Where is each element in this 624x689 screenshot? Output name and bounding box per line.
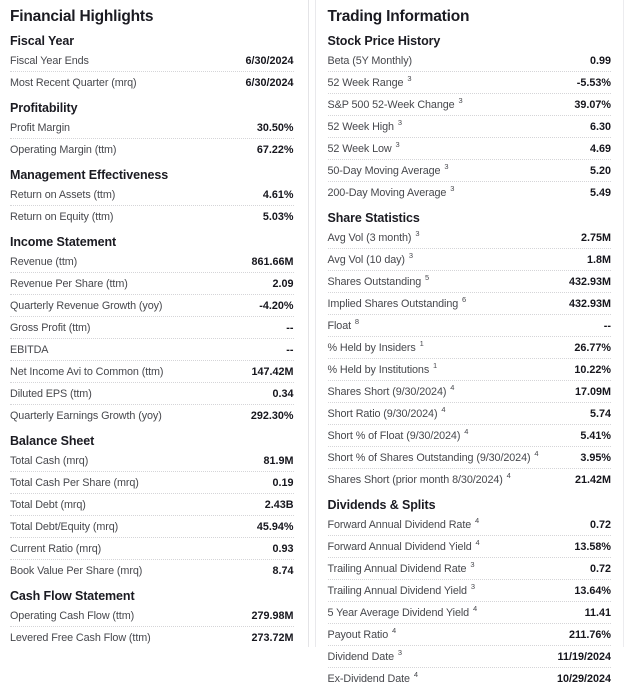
footnote-superscript: 3 (470, 559, 475, 569)
stat-value: 21.42M (574, 473, 611, 486)
stat-row-net-income-avi-to-common-ttm (10, 360, 294, 382)
stat-row-dividend-date (328, 645, 612, 667)
stat-value: 2.43B (264, 498, 294, 511)
stat-label: Total Debt/Equity (mrq) (10, 520, 119, 533)
stat-value: 0.72 (589, 518, 611, 531)
stat-label: Diluted EPS (ttm) (10, 387, 92, 400)
stat-value: 26.77% (574, 341, 611, 354)
stat-row-fiscal-year-ends (10, 50, 294, 71)
stat-row-operating-margin-ttm (10, 138, 294, 160)
trading-information-sections (328, 34, 612, 689)
stat-value: -- (286, 343, 294, 356)
stat-label: % Held by Institutions $^1$ (327, 360, 438, 376)
footnote-superscript: 3 (450, 183, 455, 193)
stat-row-gross-profit-ttm (10, 316, 294, 338)
stat-row-current-ratio-mrq (10, 537, 294, 559)
footnote-superscript: 3 (397, 117, 402, 127)
stat-label: Quarterly Revenue Growth (yoy) (10, 299, 163, 312)
stat-row-forward-annual-dividend-rate (328, 514, 612, 535)
stat-row-5-year-average-dividend-yield (328, 601, 612, 623)
footnote-superscript: 3 (407, 73, 412, 83)
stat-row-ex-dividend-date (328, 667, 612, 689)
stat-value: 0.99 (589, 54, 611, 67)
stat-row-short-ratio-9-30-2024 (328, 402, 612, 424)
financial-highlights-column (0, 0, 309, 647)
footnote-superscript: 1 (419, 338, 424, 348)
stat-label: Ex-Dividend Date $^4$ (327, 669, 418, 685)
stat-row-shares-outstanding (328, 270, 612, 292)
footnote-superscript: 1 (433, 360, 438, 370)
section-stock-price-history (328, 34, 612, 203)
stat-value: 67.22% (256, 143, 294, 156)
stat-value: 0.93 (272, 542, 294, 555)
stat-value: 10.22% (574, 363, 611, 376)
stat-row-short-of-shares-outstanding-9-30-2024 (328, 446, 612, 468)
stat-label: Short Ratio (9/30/2024) $^4$ (327, 404, 446, 420)
stat-row-52-week-high (328, 115, 612, 137)
stat-value: 432.93M (568, 275, 611, 288)
stat-label: Short % of Float (9/30/2024) $^4$ (327, 426, 469, 442)
stat-label: Avg Vol (10 day) $^3$ (327, 250, 413, 266)
stat-row-diluted-eps-ttm (10, 382, 294, 404)
stat-value: 1.8M (586, 253, 611, 266)
trading-information-column (315, 0, 624, 685)
financial-highlights-title: Financial Highlights (10, 8, 154, 25)
stat-row-operating-cash-flow-ttm (10, 605, 294, 626)
stat-row-held-by-insiders (328, 336, 612, 358)
stat-label: Net Income Avi to Common (ttm) (10, 365, 164, 378)
section-profitability (10, 101, 294, 160)
footnote-superscript: 4 (475, 515, 480, 525)
stat-value: 45.94% (256, 520, 294, 533)
footnote-superscript: 4 (413, 669, 418, 679)
footnote-superscript: 5 (425, 272, 430, 282)
stat-row-shares-short-prior-month-8-30-2024 (328, 468, 612, 490)
stat-row-float (328, 314, 612, 336)
footnote-superscript: 4 (475, 537, 480, 547)
footnote-superscript: 4 (464, 426, 469, 436)
stat-row-50-day-moving-average (328, 159, 612, 181)
stat-label: Operating Cash Flow (ttm) (10, 609, 135, 622)
stat-row-200-day-moving-average (328, 181, 612, 203)
stat-value: 432.93M (568, 297, 611, 310)
footnote-superscript: 3 (408, 250, 413, 260)
stat-row-forward-annual-dividend-yield (328, 535, 612, 557)
stat-value: 13.58% (574, 540, 611, 553)
section-cash-flow-statement (10, 589, 294, 648)
stat-label: Current Ratio (mrq) (10, 542, 102, 555)
stat-row-ebitda (10, 338, 294, 360)
section-income-statement (10, 235, 294, 426)
stat-label: Total Cash Per Share (mrq) (10, 476, 139, 489)
stat-value: 273.72M (251, 631, 294, 644)
section-title: Dividends & Splits (327, 498, 436, 512)
footnote-superscript: 4 (534, 448, 539, 458)
stat-row-shares-short-9-30-2024 (328, 380, 612, 402)
section-share-statistics (328, 211, 612, 490)
stat-value: 6.30 (589, 120, 611, 133)
stat-label: Forward Annual Dividend Yield $^4$ (327, 537, 480, 553)
stat-value: 279.98M (251, 609, 294, 622)
stat-label: 52 Week Low $^3$ (327, 139, 400, 155)
stat-value: 2.09 (272, 277, 294, 290)
stat-label: 200-Day Moving Average $^3$ (327, 183, 455, 199)
stat-value: 147.42M (251, 365, 294, 378)
stat-label: Profit Margin (10, 121, 70, 134)
stat-value: 8.74 (272, 564, 294, 577)
stat-label: Fiscal Year Ends (10, 54, 89, 67)
stat-label: 5 Year Average Dividend Yield $^4$ (327, 603, 478, 619)
stat-label: Float $^8$ (327, 316, 359, 332)
stat-row-most-recent-quarter-mrq (10, 71, 294, 93)
stat-value: 17.09M (574, 385, 611, 398)
stat-label: Beta (5Y Monthly) (327, 54, 413, 67)
stat-row-quarterly-revenue-growth-yoy (10, 294, 294, 316)
stat-value: 4.61% (262, 188, 294, 201)
section-title: Fiscal Year (10, 34, 75, 48)
stat-row-total-debt-equity-mrq (10, 515, 294, 537)
stat-row-total-debt-mrq (10, 493, 294, 515)
stat-label: Quarterly Earnings Growth (yoy) (10, 409, 162, 422)
section-title: Cash Flow Statement (10, 589, 135, 603)
stat-row-levered-free-cash-flow-ttm (10, 626, 294, 648)
stat-row-short-of-float-9-30-2024 (328, 424, 612, 446)
stat-value: 5.49 (589, 186, 611, 199)
stat-value: 11.41 (584, 606, 611, 619)
stat-label: Revenue (ttm) (10, 255, 78, 268)
section-title: Stock Price History (327, 34, 441, 48)
stat-label: Avg Vol (3 month) $^3$ (327, 228, 420, 244)
footnote-superscript: 4 (450, 382, 455, 392)
stat-value: 4.69 (589, 142, 611, 155)
stat-row-return-on-assets-ttm (10, 184, 294, 205)
stat-row-52-week-range (328, 71, 612, 93)
section-fiscal-year (10, 34, 294, 93)
stat-row-book-value-per-share-mrq (10, 559, 294, 581)
financial-highlights-sections (10, 34, 294, 648)
stat-label: Return on Assets (ttm) (10, 188, 116, 201)
footnote-superscript: 6 (462, 294, 467, 304)
stat-row-revenue-ttm (10, 251, 294, 272)
stat-value: 30.50% (256, 121, 294, 134)
section-management-effectiveness (10, 168, 294, 227)
stat-row-implied-shares-outstanding (328, 292, 612, 314)
stat-label: 50-Day Moving Average $^3$ (327, 161, 449, 177)
stat-value: 6/30/2024 (245, 76, 294, 89)
stat-value: 0.34 (272, 387, 294, 400)
stat-label: Shares Short (prior month 8/30/2024) $^4$ (327, 470, 511, 486)
stat-label: 52 Week Range $^3$ (327, 73, 412, 89)
stat-label: Return on Equity (ttm) (10, 210, 114, 223)
stat-label: Levered Free Cash Flow (ttm) (10, 631, 151, 644)
stat-label: Forward Annual Dividend Rate $^4$ (327, 515, 480, 531)
stat-row-held-by-institutions (328, 358, 612, 380)
stat-value: 10/29/2024 (556, 672, 611, 685)
stat-label: Book Value Per Share (mrq) (10, 564, 143, 577)
stat-label: Shares Short (9/30/2024) $^4$ (327, 382, 455, 398)
stat-label: EBITDA (10, 343, 49, 356)
stat-label: Operating Margin (ttm) (10, 143, 117, 156)
footnote-superscript: 4 (441, 404, 446, 414)
section-title: Income Statement (10, 235, 117, 249)
stat-label: Total Debt (mrq) (10, 498, 86, 511)
section-balance-sheet (10, 434, 294, 581)
stat-value: 5.20 (589, 164, 611, 177)
stat-value: 39.07% (574, 98, 611, 111)
footnote-superscript: 3 (397, 647, 402, 657)
stat-label: Trailing Annual Dividend Yield $^3$ (327, 581, 475, 597)
stat-row-revenue-per-share-ttm (10, 272, 294, 294)
stat-value: 0.72 (589, 562, 611, 575)
stat-label: Trailing Annual Dividend Rate $^3$ (327, 559, 475, 575)
stat-value: 5.41% (580, 429, 611, 442)
section-dividends-splits (328, 498, 612, 689)
stat-value: 292.30% (250, 409, 294, 422)
section-title: Balance Sheet (10, 434, 95, 448)
stat-row-avg-vol-10-day (328, 248, 612, 270)
stat-label: Payout Ratio $^4$ (327, 625, 397, 641)
stat-value: -4.20% (259, 299, 294, 312)
stat-value: 861.66M (251, 255, 294, 268)
stat-label: Dividend Date $^3$ (327, 647, 402, 663)
stat-value: -- (603, 319, 611, 332)
footnote-superscript: 3 (415, 228, 420, 238)
stat-value: 5.74 (589, 407, 611, 420)
stat-value: 2.75M (580, 231, 611, 244)
stat-label: Shares Outstanding $^5$ (327, 272, 430, 288)
stat-row-trailing-annual-dividend-yield (328, 579, 612, 601)
stat-row-profit-margin (10, 117, 294, 138)
stat-label: 52 Week High $^3$ (327, 117, 402, 133)
stat-label: Most Recent Quarter (mrq) (10, 76, 137, 89)
stat-row-trailing-annual-dividend-rate (328, 557, 612, 579)
stat-row-quarterly-earnings-growth-yoy (10, 404, 294, 426)
stat-label: S&P 500 52-Week Change $^3$ (327, 95, 463, 111)
stat-value: 13.64% (574, 584, 611, 597)
stat-label: Short % of Shares Outstanding (9/30/2024) $^4$ (327, 448, 539, 464)
stat-value: 211.76% (568, 628, 611, 641)
stat-row-total-cash-mrq (10, 450, 294, 471)
section-title: Management Effectiveness (10, 168, 169, 182)
footnote-superscript: 4 (506, 470, 511, 480)
stat-row-payout-ratio (328, 623, 612, 645)
stat-row-52-week-low (328, 137, 612, 159)
stat-label: Implied Shares Outstanding $^6$ (327, 294, 467, 310)
stat-label: Total Cash (mrq) (10, 454, 89, 467)
stat-value: 81.9M (263, 454, 294, 467)
stat-label: Gross Profit (ttm) (10, 321, 91, 334)
stat-value: 0.19 (272, 476, 294, 489)
footnote-superscript: 3 (458, 95, 463, 105)
stat-row-s-p-500-52-week-change (328, 93, 612, 115)
stat-value: -- (286, 321, 294, 334)
footnote-superscript: 8 (354, 316, 359, 326)
stat-row-beta-5y-monthly (328, 50, 612, 71)
stat-value: 11/19/2024 (557, 650, 611, 663)
stat-row-return-on-equity-ttm (10, 205, 294, 227)
stat-label: Revenue Per Share (ttm) (10, 277, 128, 290)
footnote-superscript: 3 (470, 581, 475, 591)
stat-value: 6/30/2024 (245, 54, 294, 67)
stat-row-avg-vol-3-month (328, 227, 612, 248)
footnote-superscript: 4 (392, 625, 397, 635)
stat-value: 5.03% (262, 210, 294, 223)
footnote-superscript: 3 (395, 139, 400, 149)
footnote-superscript: 3 (444, 161, 449, 171)
footnote-superscript: 4 (472, 603, 478, 613)
section-title: Share Statistics (327, 211, 420, 225)
stat-value: 3.95% (580, 451, 611, 464)
trading-information-title: Trading Information (327, 8, 470, 25)
section-title: Profitability (10, 101, 78, 115)
stat-value: -5.53% (576, 76, 611, 89)
stat-label: % Held by Insiders $^1$ (327, 338, 424, 354)
stat-row-total-cash-per-share-mrq (10, 471, 294, 493)
